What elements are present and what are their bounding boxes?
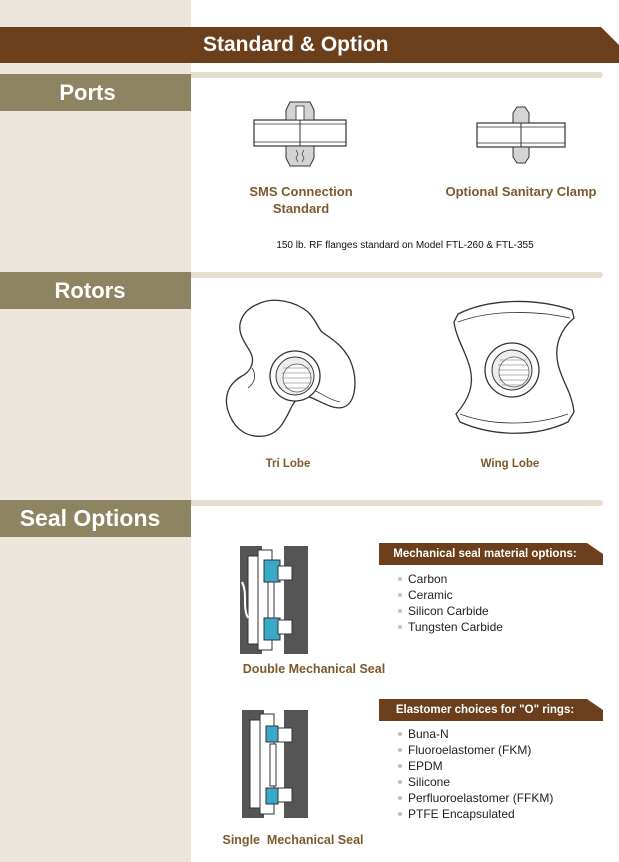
flanges-note: 150 lb. RF flanges standard on Model FTL-260 & FTL-355 [276,240,534,251]
list-item: Fluoroelastomer (FKM) [398,742,553,758]
elastomer-header-label: Elastomer choices for "O" rings: [395,704,575,716]
mechanical-seal-options-list [398,571,503,635]
rotors-heading: Rotors [54,278,126,303]
elastomer-options-list [398,726,553,822]
elastomer-options-header [379,699,603,721]
list-item: EPDM [398,758,553,774]
wing-lobe-caption: Wing Lobe [480,458,540,470]
list-item: Buna-N [398,726,553,742]
sanitary-clamp-caption: Optional Sanitary Clamp [445,184,597,199]
tri-lobe-rotor-illustration [218,298,358,443]
mechanical-header-label: Mechanical seal material options: [393,548,577,560]
rotors-section-band [0,272,191,309]
sanitary-clamp-illustration [475,105,567,165]
list-item: Silicon Carbide [398,603,503,619]
list-item: Silicone [398,774,553,790]
ports-heading: Ports [59,80,116,105]
list-item: PTFE Encapsulated [398,806,553,822]
list-item: Perfluoroelastomer (FFKM) [398,790,553,806]
mechanical-seal-options-header [379,543,603,565]
single-seal-caption: Single Mechanical Seal [222,833,364,847]
sms-connection-illustration [250,100,350,170]
ports-divider [191,72,603,78]
single-mechanical-seal-illustration [240,708,310,820]
page-title: Standard & Option [203,33,389,56]
list-item: Carbon [398,571,503,587]
tri-lobe-caption: Tri Lobe [265,458,311,470]
seal-options-divider [191,500,603,506]
sms-connection-caption [226,183,376,217]
seal-options-section-band [0,500,191,537]
list-item: Ceramic [398,587,503,603]
sms-caption-line1: SMS Connection [249,184,353,199]
rotors-divider [191,272,603,278]
seal-options-heading: Seal Options [19,505,161,531]
list-item: Tungsten Carbide [398,619,503,635]
left-column-background [0,0,191,862]
sms-caption-line2: Standard [272,201,330,216]
ports-section-band [0,74,191,111]
double-mechanical-seal-illustration [238,542,310,658]
wing-lobe-rotor-illustration [450,300,580,440]
double-seal-caption: Double Mechanical Seal [242,662,386,676]
